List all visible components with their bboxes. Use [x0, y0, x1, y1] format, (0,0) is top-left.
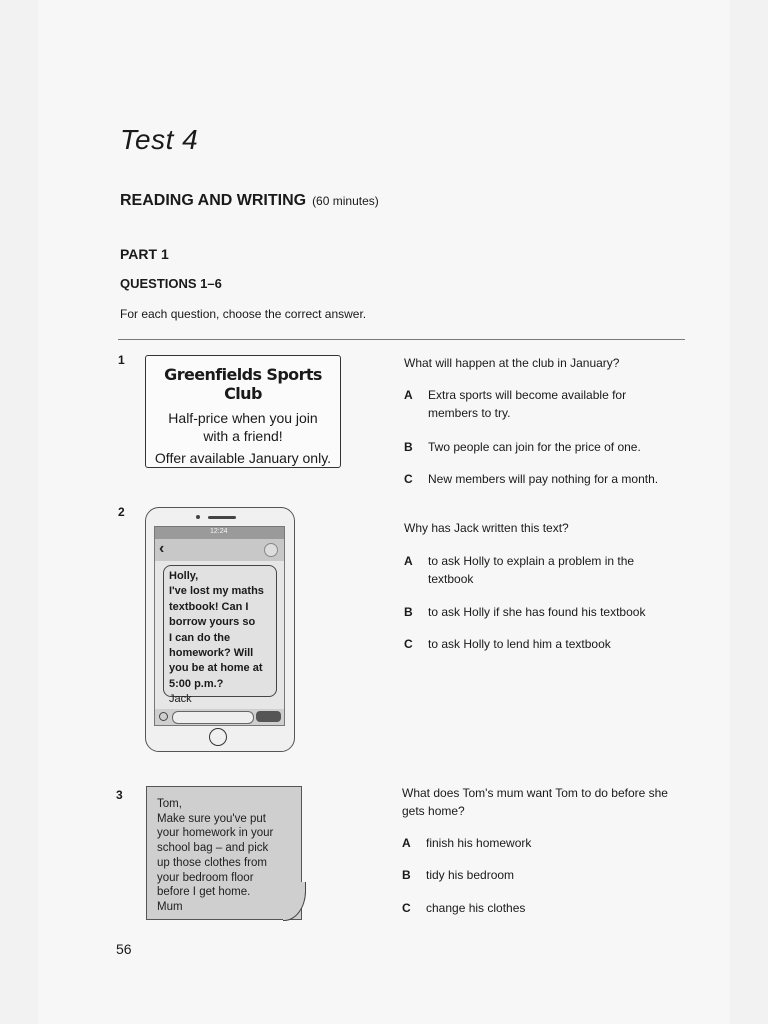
phone-camera-icon — [196, 515, 200, 519]
phone-text-field — [172, 711, 254, 724]
option-letter: A — [404, 388, 413, 402]
question-number-2: 2 — [118, 505, 125, 519]
option-text: change his clothes — [426, 901, 526, 915]
send-button-icon — [256, 711, 281, 722]
message-text: Holly, I've lost my maths textbook! Can I borrow yours so I can do the homework? Will you be at home at 5:00 p.m.? — [169, 570, 264, 690]
option-text: tidy his bedroom — [426, 868, 515, 882]
option-letter: C — [404, 637, 413, 651]
option-letter: A — [404, 554, 413, 568]
option-text: New members will pay nothing for a month. — [428, 472, 659, 486]
option-text: to ask Holly if she has found his textbook — [428, 605, 646, 619]
q2-option-c[interactable] — [404, 635, 704, 653]
option-text: to ask Holly to lend him a textbook — [428, 637, 611, 651]
section-title — [120, 192, 379, 210]
contact-avatar-icon — [264, 543, 278, 557]
q1-option-b[interactable] — [404, 438, 704, 456]
phone-illustration — [145, 507, 295, 752]
q3-option-a[interactable] — [402, 834, 702, 852]
duration-label: (60 minutes) — [312, 194, 379, 208]
q3-option-b[interactable] — [402, 866, 702, 884]
phone-speaker-icon — [208, 516, 236, 519]
test-title: Test 4 — [120, 124, 199, 155]
question-1-text: What will happen at the club in January? — [404, 356, 620, 370]
option-letter: C — [404, 472, 413, 486]
part-title: PART 1 — [120, 246, 169, 262]
q2-option-b[interactable] — [404, 603, 704, 621]
option-letter: B — [402, 868, 411, 882]
q1-option-a[interactable] — [404, 386, 704, 422]
sign-offer: Offer available January only. — [154, 450, 332, 466]
phone-nav-bar — [155, 539, 284, 561]
sign-title: Greenfields Sports Club — [164, 365, 322, 403]
option-letter: A — [402, 836, 411, 850]
camera-icon — [159, 712, 168, 721]
option-text: Extra sports will become available for members to try. — [428, 388, 627, 420]
message-signature — [169, 692, 271, 707]
divider-rule — [118, 339, 685, 340]
question-2-text: Why has Jack written this text? — [404, 521, 569, 535]
option-letter: B — [404, 440, 413, 454]
q1-option-c[interactable] — [404, 470, 704, 488]
q2-option-a[interactable] — [404, 552, 704, 588]
phone-screen — [154, 526, 285, 726]
option-letter: C — [402, 901, 411, 915]
question-number-1: 1 — [118, 353, 125, 367]
phone-status-bar — [155, 527, 284, 539]
sign-line-1: Half-price when you join — [168, 410, 318, 426]
phone-input-bar — [155, 709, 284, 725]
option-text: finish his homework — [426, 836, 532, 850]
sign-line-2: with a friend! — [203, 428, 283, 444]
message-signature-text: Jack — [169, 693, 192, 706]
questions-range: QUESTIONS 1–6 — [120, 276, 222, 291]
home-button-icon — [209, 728, 227, 746]
option-letter: B — [404, 605, 413, 619]
section-title-text: READING AND WRITING — [120, 192, 307, 209]
instruction-text: For each question, choose the correct answer. — [120, 307, 367, 321]
club-sign — [145, 355, 341, 468]
phone-time: 12:24 — [210, 528, 228, 535]
back-chevron-icon: ‹ — [159, 540, 165, 557]
handwritten-note — [146, 786, 302, 920]
question-number-3: 3 — [116, 788, 123, 802]
option-text: to ask Holly to explain a problem in the textbook — [428, 554, 635, 586]
note-text: Tom, Make sure you've put your homework in your school bag – and pick up those clothes from your bedroom floor before I get home. Mum — [157, 798, 274, 913]
page-number: 56 — [116, 941, 132, 957]
question-3-text: What does Tom's mum want Tom to do before she gets home? — [402, 786, 668, 818]
message-bubble — [163, 565, 277, 706]
q3-option-c[interactable] — [402, 899, 702, 917]
option-text: Two people can join for the price of one. — [428, 440, 641, 454]
